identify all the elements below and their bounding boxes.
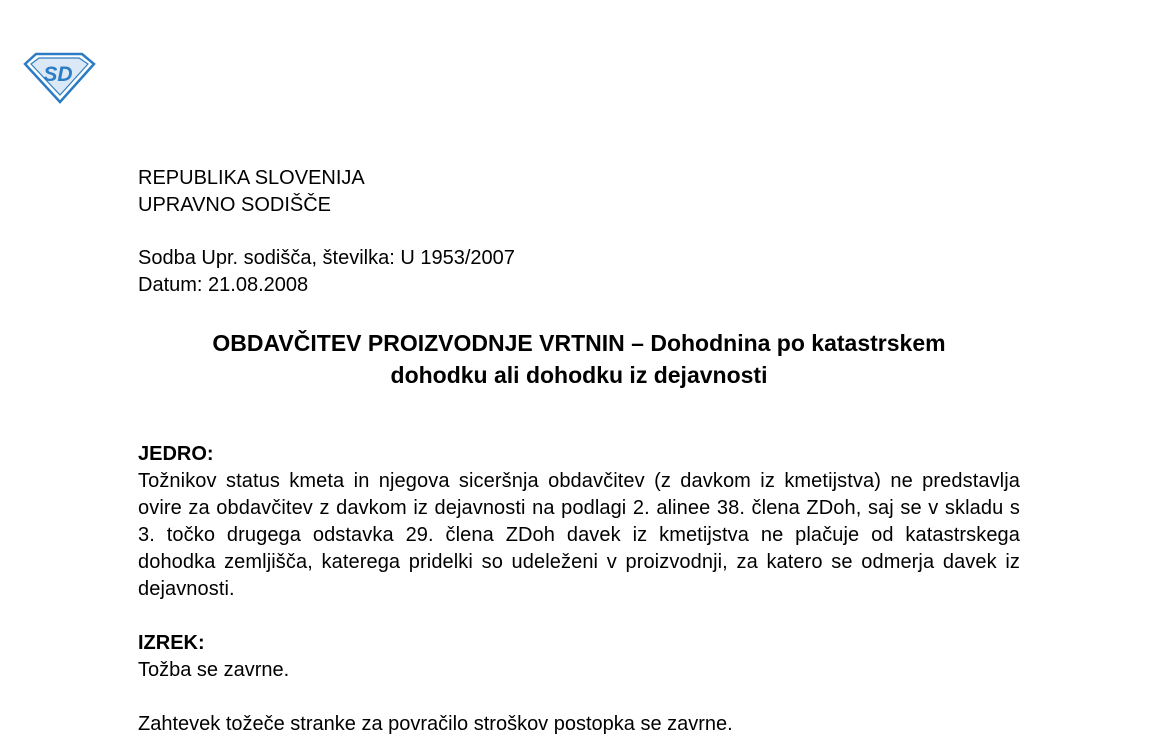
court-logo [22,50,96,104]
country-name: REPUBLIKA SLOVENIJA [138,167,365,189]
izrek-costs: Zahtevek tožeče stranke za povračilo stroškov postopka se zavrne. [138,713,733,735]
logo-letters: SD [43,63,73,86]
document-title [138,327,1020,391]
cost-claim-section [138,711,1020,738]
court-name: UPRAVNO SODIŠČE [138,194,331,216]
title-line-2: dohodku ali dohodku iz dejavnosti [390,362,768,388]
decision-date: Datum: 21.08.2008 [138,274,309,296]
case-number: Sodba Upr. sodišča, številka: U 1953/2007 [138,247,515,269]
jedro-text: Tožnikov status kmeta in njegova siceršnja obdavčitev (z davkom iz kmetijstva) ne predstavlja ovire za obdavčitev z davkom iz dejavnosti na podlagi 2. alinee 38. člena ZDoh, saj se v skladu s 3. točko drugega odstavka 29. člena ZDoh davek iz kmetijstva ne plačuje od katastrskega dohodka zemljišča, katerega pridelki so udeleženi v proizvodnji, za katero se odmerja davek iz dejavnosti. [138,470,1020,600]
title-line-1: OBDAVČITEV PROIZVODNJE VRTNIN – Dohodnina po katastrskem [212,330,946,356]
izrek-dismissal: Tožba se zavrne. [138,659,290,681]
izrek-section [138,630,1020,684]
jedro-heading: JEDRO: [138,443,214,465]
sd-diamond-logo-icon [22,50,96,104]
izrek-heading: IZREK: [138,632,205,654]
document-meta [138,245,1020,299]
jedro-section [138,441,1020,603]
document-header [138,165,1020,219]
